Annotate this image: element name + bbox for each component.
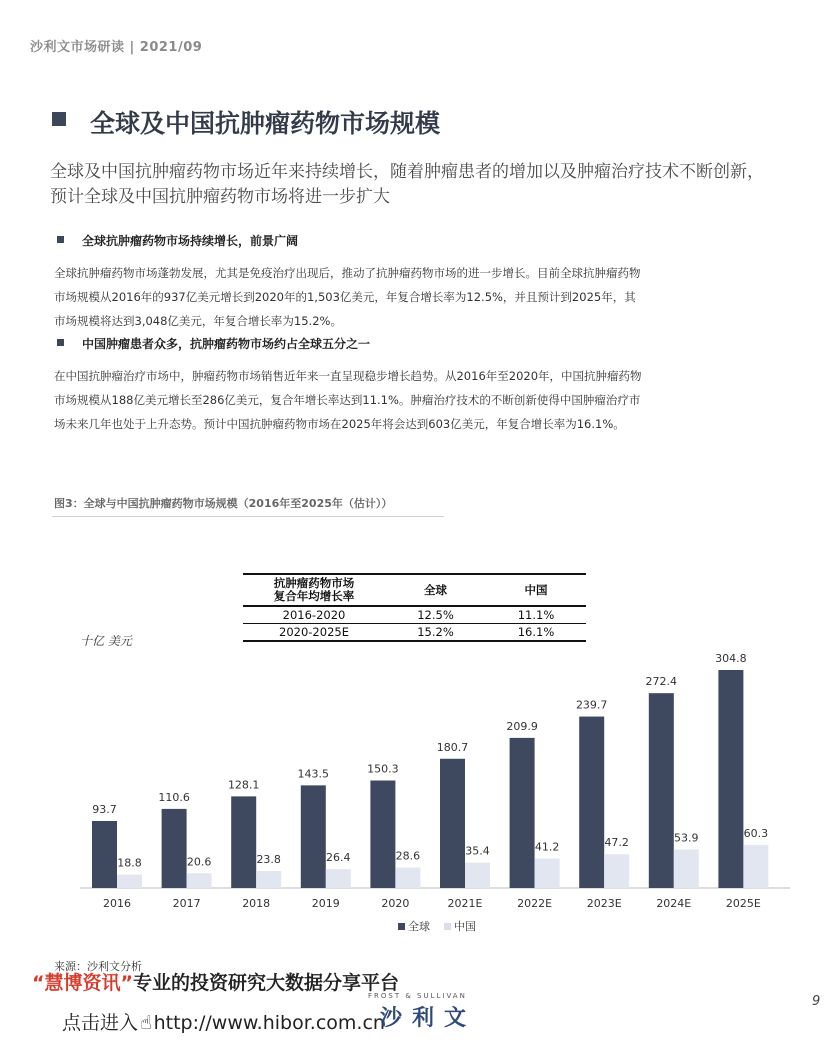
data-label-china: 28.6 — [395, 849, 421, 863]
bar-global — [370, 781, 395, 888]
paragraph-china: 在中国抗肿瘤治疗市场中，肿瘤药物市场销售近年来一直呈现稳步增长趋势。从2016年至2020年，中国抗肿瘤药物市场规模从188亿美元增长至286亿美元，复合年增长率达到11.1%。肿瘤治疗技术的不断创新使得中国肿瘤治疗市场未来几年也处于上升态势。预计中国抗肿瘤药物市场在2025年将会达到603亿美元，年复合增长率为16.1%。 — [54, 369, 642, 431]
legend-swatch-china — [444, 923, 451, 930]
cagr-china-value: 11.1% — [486, 606, 586, 624]
x-tick-label: 2019 — [311, 897, 340, 910]
watermark-line-2 — [62, 1008, 385, 1035]
x-tick-label: 2023E — [586, 897, 622, 910]
data-label-global: 150.3 — [367, 762, 399, 776]
bar-global — [440, 759, 465, 888]
x-tick-label: 2025E — [725, 897, 761, 910]
figure-title: 图3：全球与中国抗肿瘤药物市场规模（2016年至2025年（估计）） — [54, 497, 393, 510]
cagr-header-china: 中国 — [486, 574, 586, 606]
section-title: 全球及中国抗肿瘤药物市场规模 — [90, 109, 441, 138]
lead-paragraph: 全球及中国抗肿瘤药物市场近年来持续增长，随着肿瘤患者的增加以及肿瘤治疗技术不断创新，预计全球及中国抗肿瘤药物市场将进一步扩大 — [50, 162, 764, 207]
data-label-china: 60.3 — [743, 826, 769, 840]
bar-global — [92, 821, 117, 888]
bar-global — [510, 738, 535, 888]
cagr-period: 2016-2020 — [243, 606, 385, 624]
x-tick-label: 2024E — [656, 897, 692, 910]
source-note: 来源：沙利文分析 — [54, 960, 142, 973]
data-label-china: 41.2 — [534, 840, 560, 854]
logo-english: FROST & SULLIVAN — [368, 992, 467, 1000]
data-label-china: 18.8 — [117, 856, 142, 870]
bar-china — [395, 868, 420, 888]
paragraph-global: 全球抗肿瘤药物市场蓬勃发展，尤其是免疫治疗出现后，推动了抗肿瘤药物市场的进一步增长。目前全球抗肿瘤药物市场规模从2016年的937亿美元增长到2020年的1,503亿美元，年复合增长率为12.5%，并且预计到2025年，其市场规模将达到3,048亿美元，年复合增长率为15.2%。 — [54, 266, 641, 328]
x-tick-label: 2021E — [447, 897, 483, 910]
logo-chinese: 沙利文 — [380, 1006, 477, 1031]
x-tick-label: 2018 — [242, 897, 271, 910]
legend-label-global: 全球 — [408, 920, 430, 933]
cagr-global-value: 12.5% — [385, 606, 486, 624]
hand-pointer-icon: ☝ — [140, 1012, 152, 1034]
data-label-global: 272.4 — [645, 675, 678, 689]
data-label-china: 20.6 — [186, 855, 212, 869]
legend-label-china: 中国 — [454, 920, 476, 933]
cagr-china-value: 16.1% — [486, 624, 586, 642]
data-label-global: 209.9 — [506, 719, 538, 733]
page-header: 沙利文市场研读 | 2021/09 — [30, 40, 203, 55]
x-tick-label: 2022E — [517, 897, 553, 910]
data-label-global: 239.7 — [575, 698, 608, 712]
watermark-click-text: 点击进入 — [62, 1012, 139, 1034]
data-label-china: 26.4 — [326, 851, 351, 865]
data-label-global: 180.7 — [436, 740, 469, 754]
bar-global — [579, 717, 604, 888]
watermark-line-1 — [32, 968, 399, 995]
data-label-global: 93.7 — [92, 802, 117, 816]
data-label-global: 304.8 — [715, 652, 747, 665]
bar-global — [649, 693, 674, 888]
x-tick-label: 2020 — [381, 897, 410, 910]
cagr-header-global: 全球 — [385, 574, 486, 606]
y-unit-label: 十亿 美元 — [80, 634, 132, 648]
watermark-brand: “慧博资讯” — [32, 972, 133, 994]
subheading-china: 中国肿瘤患者众多，抗肿瘤药物市场约占全球五分之一 — [82, 337, 371, 351]
bar-global — [718, 670, 743, 888]
bar-global — [162, 809, 187, 888]
cagr-global-value: 15.2% — [385, 624, 486, 642]
data-label-china: 35.4 — [465, 844, 490, 858]
data-label-global: 128.1 — [227, 778, 260, 792]
cagr-header-metric-text: 抗肿瘤药物市场 复合年均增长率 — [273, 576, 355, 603]
watermark-link[interactable]: http://www.hibor.com.cn — [153, 1012, 385, 1034]
bar-china — [535, 859, 560, 888]
bar-china — [117, 875, 142, 888]
data-label-china: 47.2 — [604, 836, 629, 850]
page-number: 9 — [812, 994, 821, 1009]
data-label-china: 53.9 — [674, 831, 699, 845]
watermark-tagline: 专业的投资研究大数据分享平台 — [132, 972, 399, 994]
bar-china — [187, 873, 212, 888]
x-tick-label: 2017 — [172, 897, 201, 910]
bar-global — [301, 785, 326, 888]
data-label-china: 23.8 — [256, 852, 281, 866]
bar-china — [743, 845, 768, 888]
bar-global — [231, 796, 256, 888]
bar-china — [256, 871, 281, 888]
cagr-period: 2020-2025E — [243, 624, 385, 642]
legend-swatch-global — [398, 923, 405, 930]
bar-china — [674, 849, 699, 888]
x-tick-label: 2016 — [103, 897, 131, 910]
bar-china — [326, 869, 351, 888]
data-label-global: 143.5 — [297, 767, 330, 781]
bar-china — [604, 854, 629, 888]
bar-china — [465, 863, 490, 888]
subheading-global: 全球抗肿瘤药物市场持续增长，前景广阔 — [82, 234, 299, 248]
data-label-global: 110.6 — [158, 790, 190, 804]
